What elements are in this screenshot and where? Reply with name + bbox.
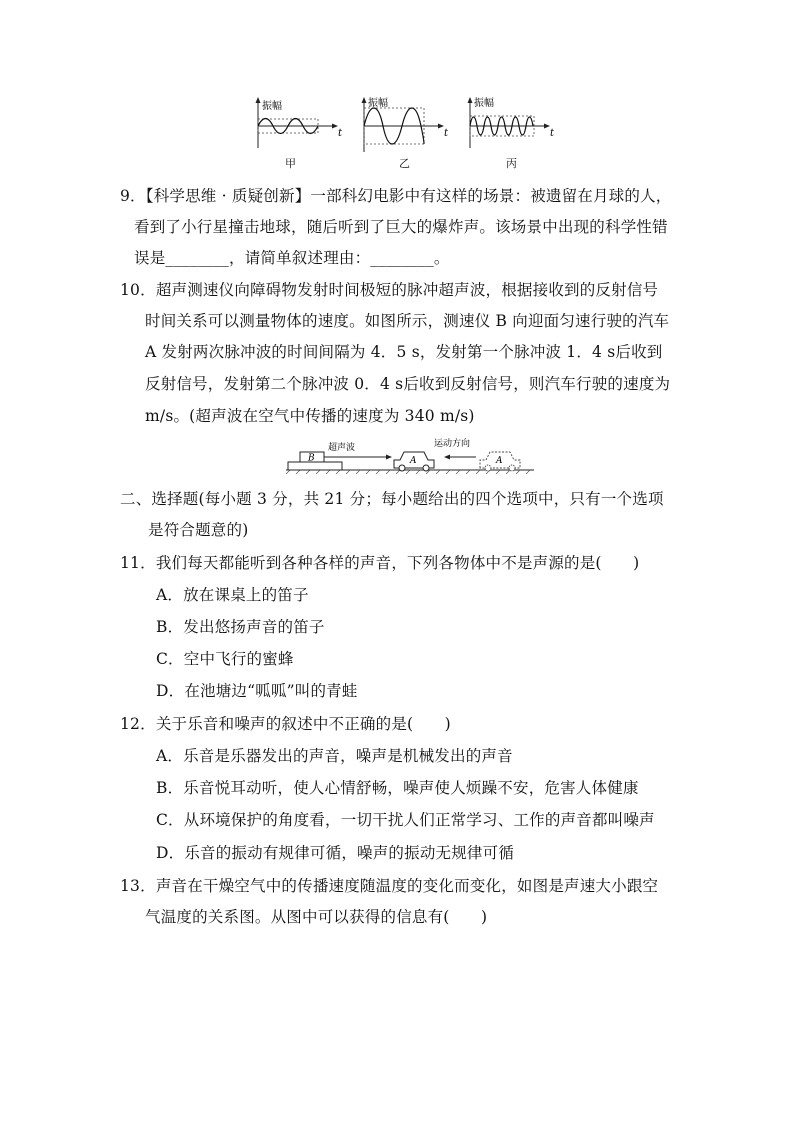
caption-bing: 丙 [506, 157, 517, 170]
amplitude-label: 振幅 [474, 98, 494, 109]
q10-line2: 时间关系可以测量物体的速度。如图所示，测速仪 B 向迎面匀速行驶的汽车 [145, 312, 670, 330]
q11-option-b: B．发出悠扬声音的笛子 [156, 618, 325, 636]
section2-line2: 是符合题意的) [148, 521, 249, 539]
amplitude-label: 振幅 [262, 101, 282, 112]
label-b: B [308, 453, 315, 464]
label-wave: 超声波 [328, 443, 356, 453]
caption-yi: 乙 [399, 157, 410, 170]
label-direction: 运动方向 [434, 439, 471, 449]
section2-line1: 二、选择题(每小题 3 分，共 21 分；每小题给出的四个选项中，只有一个选项 [120, 490, 664, 508]
wave-figure-bing [462, 94, 562, 156]
q12-option-a: A．乐音是乐器发出的声音，噪声是机械发出的声音 [156, 747, 513, 765]
q10-line5: m/s。(超声波在空气中传播的速度为 340 m/s) [145, 407, 475, 425]
q10-line3: A 发射两次脉冲波的时间间隔为 4．5 s，发射第一个脉冲波 1．4 s后收到 [145, 343, 663, 361]
wave-figure-jia [250, 94, 350, 156]
amplitude-label: 振幅 [368, 98, 388, 109]
q10-line4: 反射信号，发射第二个脉冲波 0．4 s后收到反射信号，则汽车行驶的速度为 [145, 375, 671, 393]
q10-line1: 10．超声测速仪向障碍物发射时间极短的脉冲超声波，根据接收到的反射信号 [120, 281, 659, 299]
t-label: t [338, 128, 343, 139]
label-a: A [410, 456, 417, 466]
q12-option-d: D．乐音的振动有规律可循，噪声的振动无规律可循 [156, 844, 515, 862]
q9-line1: 9．【科学思维 · 质疑创新】一部科幻电影中有这样的场景：被遗留在月球的人， [120, 187, 672, 205]
wave-figure-yi [356, 94, 456, 156]
q12-option-b: B．乐音悦耳动听，使人心情舒畅，噪声使人烦躁不安，危害人体健康 [156, 779, 639, 797]
label-a-ghost: A [496, 456, 503, 466]
caption-jia: 甲 [285, 157, 296, 170]
q11-option-c: C．空中飞行的蜜蜂 [156, 650, 294, 668]
q12-option-c: C．从环境保护的角度看，一切干扰人们正常学习、工作的声音都叫噪声 [156, 811, 655, 829]
q9-line2: 看到了小行星撞击地球，随后听到了巨大的爆炸声。该场景中出现的科学性错 [134, 218, 668, 236]
t-label: t [550, 128, 555, 139]
q13-line2: 气温度的关系图。从图中可以获得的信息有( ) [145, 908, 488, 926]
q11-option-d: D．在池塘边“呱呱”叫的青蛙 [156, 682, 358, 700]
q11-option-a: A．放在课桌上的笛子 [156, 586, 309, 604]
q12-stem: 12．关于乐音和噪声的叙述中不正确的是( ) [120, 715, 451, 733]
ultrasonic-figure [284, 436, 538, 476]
t-label: t [444, 128, 449, 139]
q11-stem: 11．我们每天都能听到各种各样的声音，下列各物体中不是声源的是( ) [120, 554, 640, 572]
q13-line1: 13．声音在干燥空气中的传播速度随温度的变化而变化，如图是声速大小跟空 [120, 877, 659, 895]
q9-line3: 误是________，请简单叙述理由：________。 [134, 249, 450, 267]
